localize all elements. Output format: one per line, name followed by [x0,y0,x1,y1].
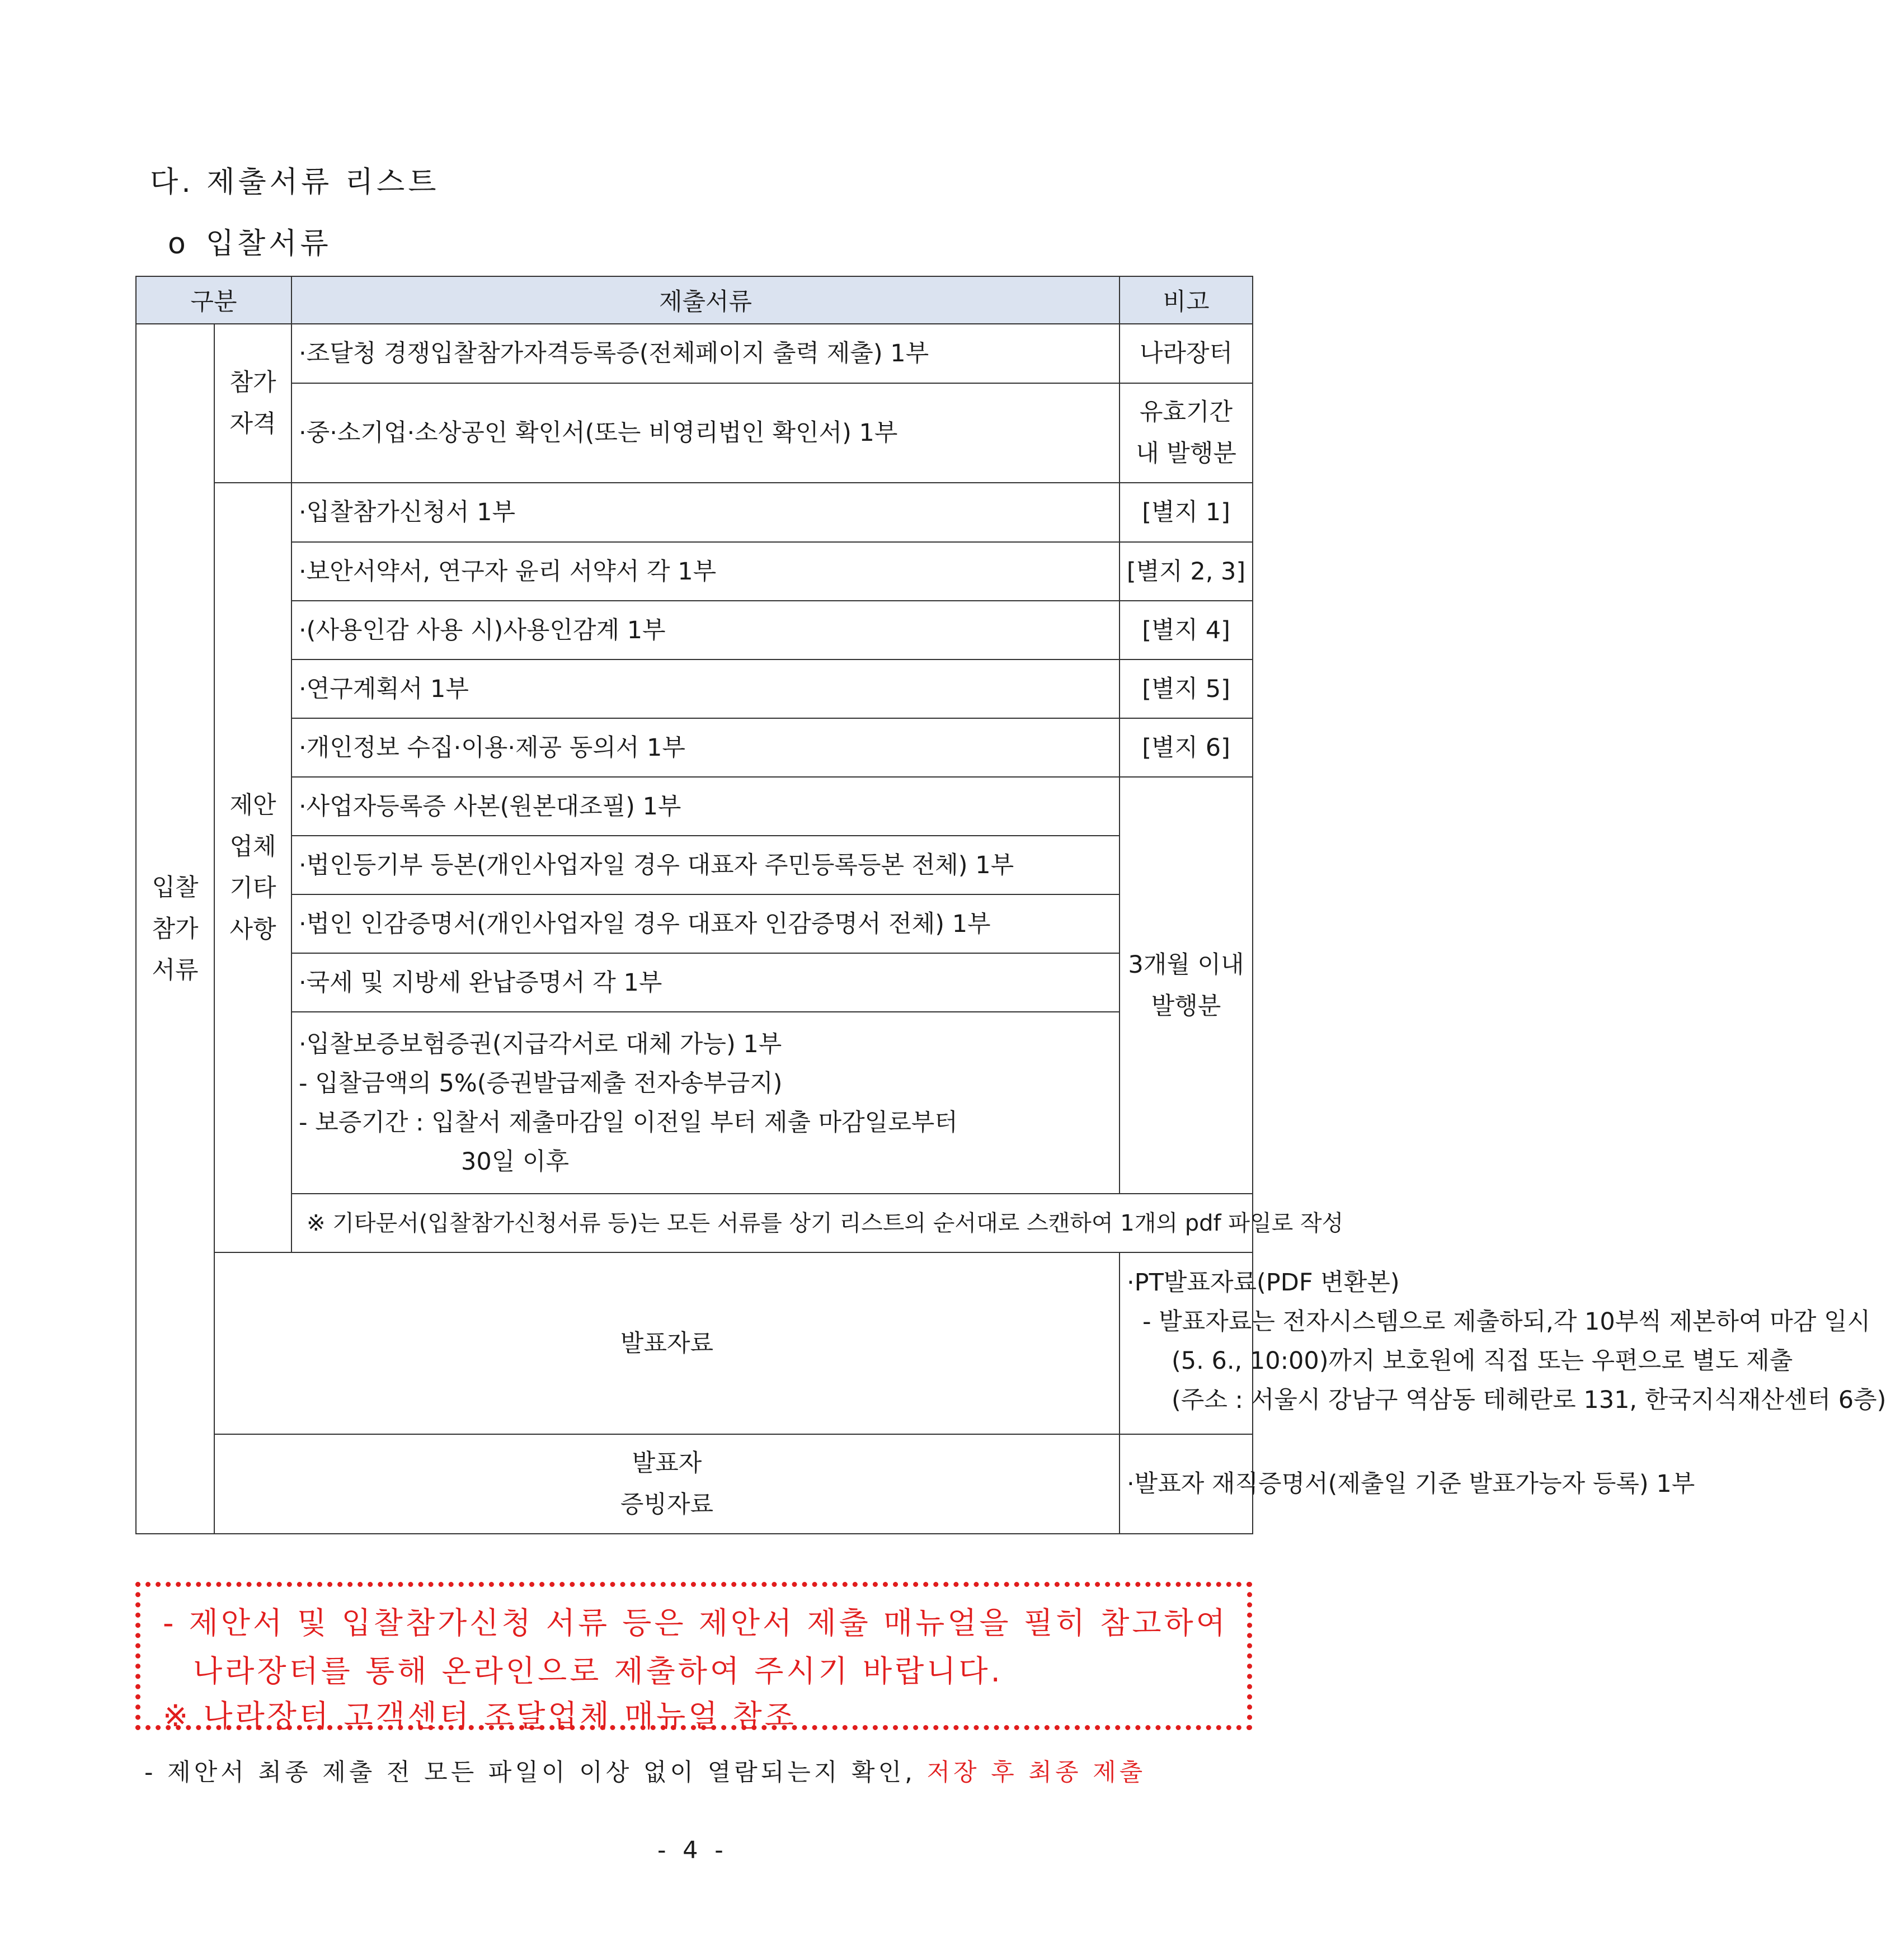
notice-line: - 제안서 및 입찰참가신청 서류 등은 제안서 제출 매뉴얼을 필히 참고하여 [163,1605,1228,1641]
subsection-title: 입찰서류 [205,227,332,261]
shared-remark: 3개월 이내 발행분 [1120,777,1253,1194]
doc-item: ·중·소기업·소상공인 확인서(또는 비영리법인 확인서) 1부 [291,383,1120,483]
bond-line: ·입찰보증보험증권(지급각서로 대체 가능) 1부 [299,1030,782,1058]
footnote: ※ 기타문서(입찰참가신청서류 등)는 모든 서류를 상기 리스트의 순서대로 스캔하여 1개의 pdf 파일로 작성 [291,1194,1253,1252]
doc-item: ·사업자등록증 사본(원본대조필) 1부 [291,777,1120,836]
final-check-note [144,1754,1146,1788]
doc-item: ·보안서약서, 연구자 윤리 서약서 각 1부 [291,542,1120,601]
table-row [136,601,1253,659]
final-check-highlight: 저장 후 최종 제출 [926,1759,1146,1787]
header-remarks: 비고 [1120,276,1253,324]
bond-line: 30일 이후 [461,1148,570,1176]
doc-item: ·법인등기부 등본(개인사업자일 경우 대표자 주민등록등본 전체) 1부 [291,836,1120,894]
remark: 유효기간 내 발행분 [1120,383,1253,483]
table-row [136,1252,1253,1434]
presentation-line: - 발표자료는 전자시스템으로 제출하되,각 10부씩 제본하여 마감 일시 [1142,1308,1871,1336]
page-number: - 4 - [657,1836,728,1864]
table-row [136,542,1253,601]
remark: 나라장터 [1120,324,1253,383]
notice-box [135,1582,1252,1733]
subsection-heading [168,220,332,262]
presentation-line: (주소 : 서울시 강남구 역삼동 테헤란로 131, 한국지식재산센터 6층) [1172,1386,1886,1414]
footnote-row [136,1194,1253,1252]
table-row [136,836,1253,894]
doc-item: ·입찰참가신청서 1부 [291,483,1120,542]
table-row [136,777,1253,836]
doc-item: ·(사용인감 사용 시)사용인감계 1부 [291,601,1120,659]
bond-line: - 보증기간 : 입찰서 제출마감일 이전일 부터 제출 마감일로부터 [299,1109,958,1137]
group-bid-documents: 입찰 참가 서류 [136,324,214,1534]
doc-item: ·조달청 경쟁입찰참가자격등록증(전체페이지 출력 제출) 1부 [291,324,1120,383]
table-row [136,894,1253,953]
doc-item: ·법인 인감증명서(개인사업자일 경우 대표자 인감증명서 전체) 1부 [291,894,1120,953]
table-row [136,1434,1253,1534]
bullet-icon: o [168,227,189,261]
section-heading: 다. 제출서류 리스트 [150,166,440,199]
table-row [136,324,1253,383]
table-row [136,1012,1253,1194]
presentation-line: (5. 6., 10:00)까지 보호원에 직접 또는 우편으로 별도 제출 [1172,1347,1793,1375]
notice-line: ※ 나라장터 고객센터 조달업체 매뉴얼 참조 [163,1698,797,1733]
remark: [별지 1] [1120,483,1253,542]
table-row [136,383,1253,483]
bond-doc [291,1012,1120,1194]
header-category: 구분 [136,276,291,324]
final-check-text: - 제안서 최종 제출 전 모든 파일이 이상 없이 열람되는지 확인, [144,1759,927,1787]
submission-documents-table [135,276,1886,1534]
remark: [별지 6] [1120,718,1253,777]
doc-item: ·국세 및 지방세 완납증명서 각 1부 [291,953,1120,1012]
remark: [별지 4] [1120,601,1253,659]
table-row [136,659,1253,718]
bond-line: - 입찰금액의 5%(증권발급제출 전자송부금지) [299,1069,783,1097]
presentation-doc [1120,1252,1886,1434]
group-qualification: 참가 자격 [214,324,291,483]
header-documents: 제출서류 [291,276,1120,324]
remark: [별지 5] [1120,659,1253,718]
table-header-row [136,276,1253,324]
presentation-line: ·PT발표자료(PDF 변환본) [1127,1269,1400,1297]
doc-item: ·발표자 재직증명서(제출일 기준 발표가능자 등록) 1부 [1120,1434,1253,1534]
group-company-other: 제안 업체 기타 사항 [214,483,291,1252]
table-row [136,718,1253,777]
table-row [136,483,1253,542]
remark: [별지 2, 3] [1120,542,1253,601]
presenter-label: 발표자 증빙자료 [214,1434,1120,1534]
notice-line: 나라장터를 통해 온라인으로 제출하여 주시기 바랍니다. [193,1653,1003,1689]
doc-item: ·연구계획서 1부 [291,659,1120,718]
table-row [136,953,1253,1012]
presentation-label: 발표자료 [214,1252,1120,1434]
doc-item: ·개인정보 수집·이용·제공 동의서 1부 [291,718,1120,777]
